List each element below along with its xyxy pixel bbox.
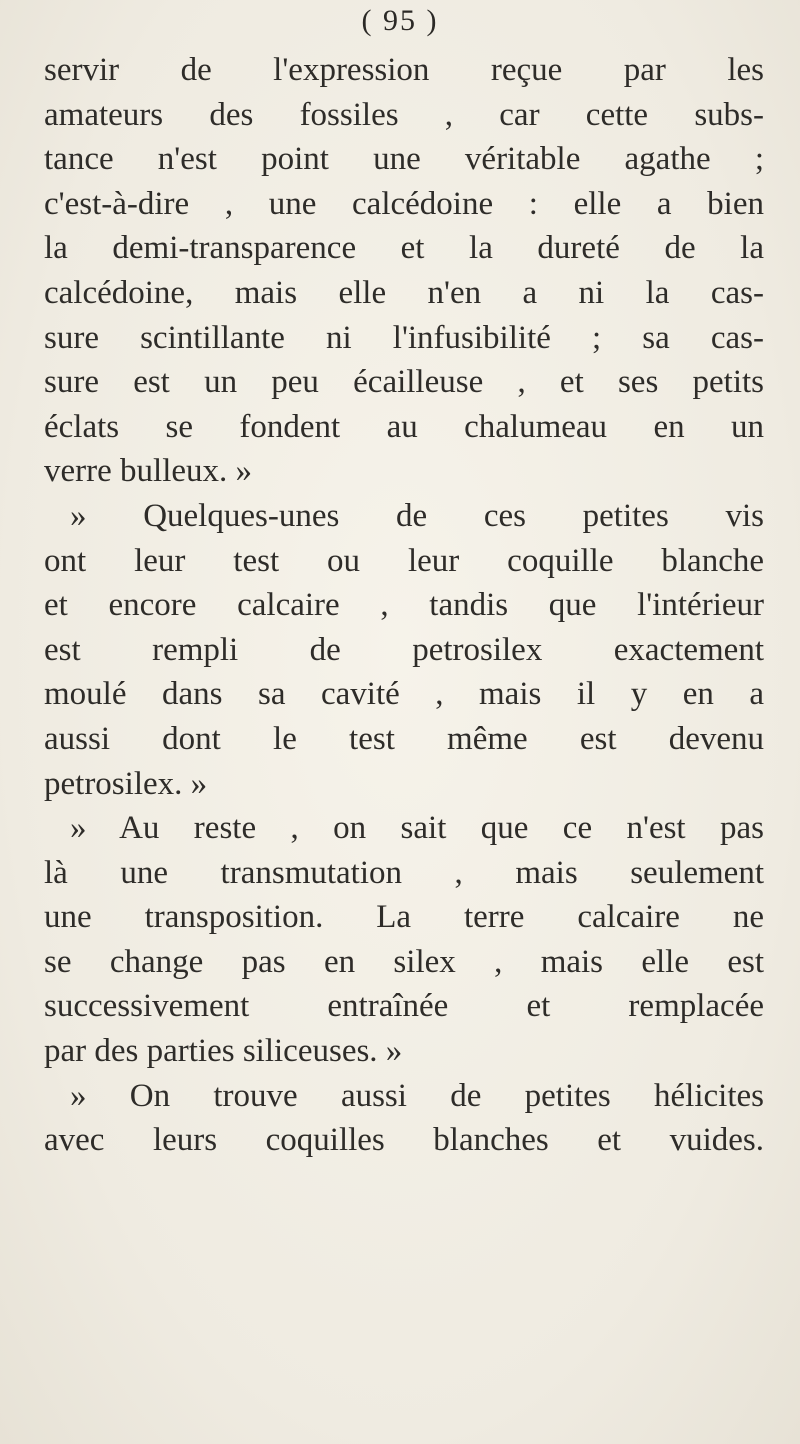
text-line: c'est-à-dire , une calcédoine : elle a bien <box>44 185 764 222</box>
text-line: se change pas en silex , mais elle est <box>44 943 764 980</box>
text-line: » Quelques-unes de ces petites vis <box>70 497 764 534</box>
text-line: éclats se fondent au chalumeau en un <box>44 408 764 445</box>
text-line: amateurs des fossiles , car cette subs- <box>44 96 764 133</box>
text-line: sure scintillante ni l'infusibilité ; sa cas- <box>44 319 764 356</box>
text-line: successivement entraînée et remplacée <box>44 988 764 1025</box>
body-text <box>44 48 764 1163</box>
text-line: par des parties siliceuses. » <box>44 1033 403 1070</box>
text-line: » Au reste , on sait que ce n'est pas <box>70 810 764 847</box>
text-line: ont leur test ou leur coquille blanche <box>44 542 764 579</box>
text-line: tance n'est point une véritable agathe ; <box>44 141 764 178</box>
text-line: verre bulleux. » <box>44 453 253 490</box>
text-line: » On trouve aussi de petites hélicites <box>70 1077 764 1114</box>
text-line: sure est un peu écailleuse , et ses petits <box>44 364 764 401</box>
text-line: petrosilex. » <box>44 765 208 802</box>
text-line: une transposition. La terre calcaire ne <box>44 899 764 936</box>
page-number: ( 95 ) <box>361 4 439 37</box>
text-line: aussi dont le test même est devenu <box>44 720 764 757</box>
text-line: moulé dans sa cavité , mais il y en a <box>44 676 764 713</box>
text-line: et encore calcaire , tandis que l'intérieur <box>44 587 764 624</box>
text-line: là une transmutation , mais seulement <box>44 854 764 891</box>
text-line: servir de l'expression reçue par les <box>44 52 764 88</box>
text-line: la demi-transparence et la dureté de la <box>44 230 764 267</box>
text-line: avec leurs coquilles blanches et vuides. <box>44 1122 764 1159</box>
text-line: est rempli de petrosilex exactement <box>44 631 764 668</box>
text-line: calcédoine, mais elle n'en a ni la cas- <box>44 274 764 311</box>
